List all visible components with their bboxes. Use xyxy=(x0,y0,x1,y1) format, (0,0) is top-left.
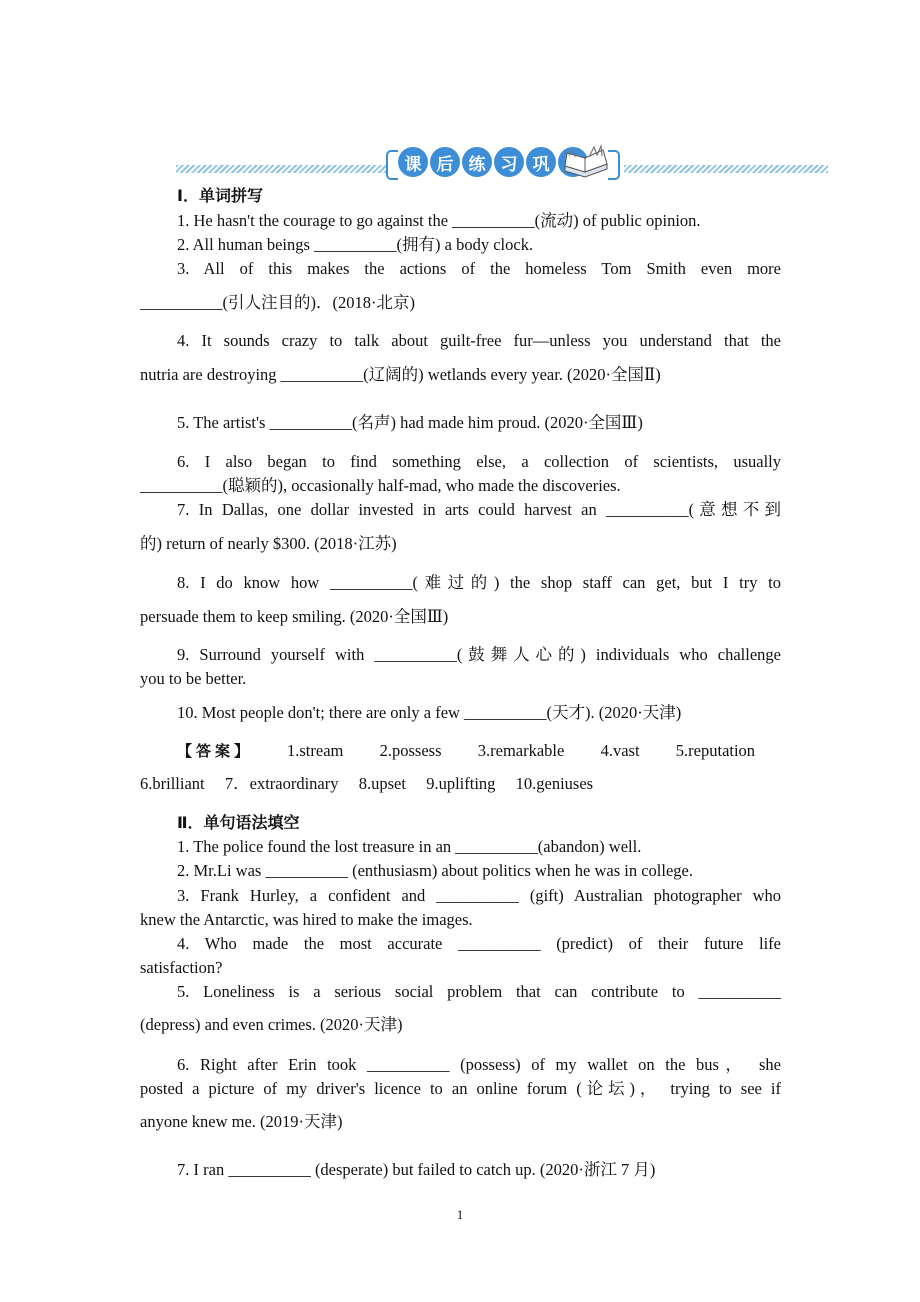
question-line: 1. He hasn't the courage to go against the __________(流动) of public opinion. xyxy=(177,211,701,230)
question-line: 5. The artist's __________(名声) had made him proud. (2020·全国Ⅲ) xyxy=(177,413,643,432)
banner-bracket-right xyxy=(608,150,620,180)
question-line: 4. Who made the most accurate __________ (predict) of their future life xyxy=(177,934,781,953)
answer-text: 1.stream 2.possess 3.remarkable 4.vast 5.reputation xyxy=(287,741,756,760)
banner-title-char: 后 xyxy=(430,147,460,177)
question-line: 10. Most people don't; there are only a few __________(天才). (2020·天津) xyxy=(177,703,682,722)
page-number: 1 xyxy=(456,1207,464,1222)
question-line: knew the Antarctic, was hired to make the images. xyxy=(140,910,473,929)
question-line: anyone knew me. (2019·天津) xyxy=(140,1112,343,1131)
banner-hatch-right xyxy=(624,165,828,173)
section-heading: Ⅰ．单词拼写 xyxy=(177,186,263,205)
question-line: satisfaction? xyxy=(140,958,223,977)
banner-title-char: 练 xyxy=(462,147,492,177)
question-line: nutria are destroying __________(辽阔的) wetlands every year. (2020·全国Ⅱ) xyxy=(140,365,661,384)
answer-label: 【答案】 xyxy=(177,742,254,760)
question-line: persuade them to keep smiling. (2020·全国Ⅲ) xyxy=(140,607,449,626)
question-line: (depress) and even crimes. (2020·天津) xyxy=(140,1015,403,1034)
section-heading: Ⅱ．单句语法填空 xyxy=(177,813,300,832)
question-line: 6. Right after Erin took __________ (possess) of my wallet on the bus， she xyxy=(177,1055,781,1074)
banner-title xyxy=(398,147,588,177)
question-line: 3. All of this makes the actions of the homeless Tom Smith even more xyxy=(177,259,781,278)
banner-title-char: 课 xyxy=(398,147,428,177)
question-line: 7. In Dallas, one dollar invested in arts could harvest an __________(意想不到 xyxy=(177,500,781,519)
question-line: 8. I do know how __________(难过的) the shop staff can get, but I try to xyxy=(177,573,781,592)
question-line: 的) return of nearly $300. (2018·江苏) xyxy=(140,534,397,553)
question-line: 6. I also began to find something else, a collection of scientists, usually xyxy=(177,452,781,471)
banner-title-char: 习 xyxy=(494,147,524,177)
question-line: 2. Mr.Li was __________ (enthusiasm) about politics when he was in college. xyxy=(177,861,693,880)
section-banner xyxy=(176,144,828,180)
question-line: 3. Frank Hurley, a confident and __________ (gift) Australian photographer who xyxy=(177,886,781,905)
answer-line: 6.brilliant 7．extraordinary 8.upset 9.uplifting 10.geniuses xyxy=(140,774,594,793)
answer-line xyxy=(140,739,781,763)
question-line: 5. Loneliness is a serious social problem that can contribute to __________ xyxy=(177,982,781,1001)
question-line: 7. I ran __________ (desperate) but failed to catch up. (2020·浙江 7 月) xyxy=(177,1160,656,1179)
question-line: 2. All human beings __________(拥有) a body clock. xyxy=(177,235,534,254)
book-icon xyxy=(561,144,611,178)
question-line: you to be better. xyxy=(140,669,247,688)
banner-title-char: 巩 xyxy=(526,147,556,177)
banner-hatch-left xyxy=(176,165,386,173)
question-line: __________(引人注目的)．(2018·北京) xyxy=(140,293,415,312)
question-line: __________(聪颖的), occasionally half-mad, who made the discoveries. xyxy=(140,476,621,495)
question-line: posted a picture of my driver's licence to an online forum (论坛)， trying to see if xyxy=(140,1079,781,1098)
question-line: 9. Surround yourself with __________(鼓舞人心的) individuals who challenge xyxy=(177,645,781,664)
banner-bracket-left xyxy=(386,150,398,180)
question-line: 1. The police found the lost treasure in an __________(abandon) well. xyxy=(177,837,642,856)
question-line: 4. It sounds crazy to talk about guilt-free fur—unless you understand that the xyxy=(177,331,781,350)
